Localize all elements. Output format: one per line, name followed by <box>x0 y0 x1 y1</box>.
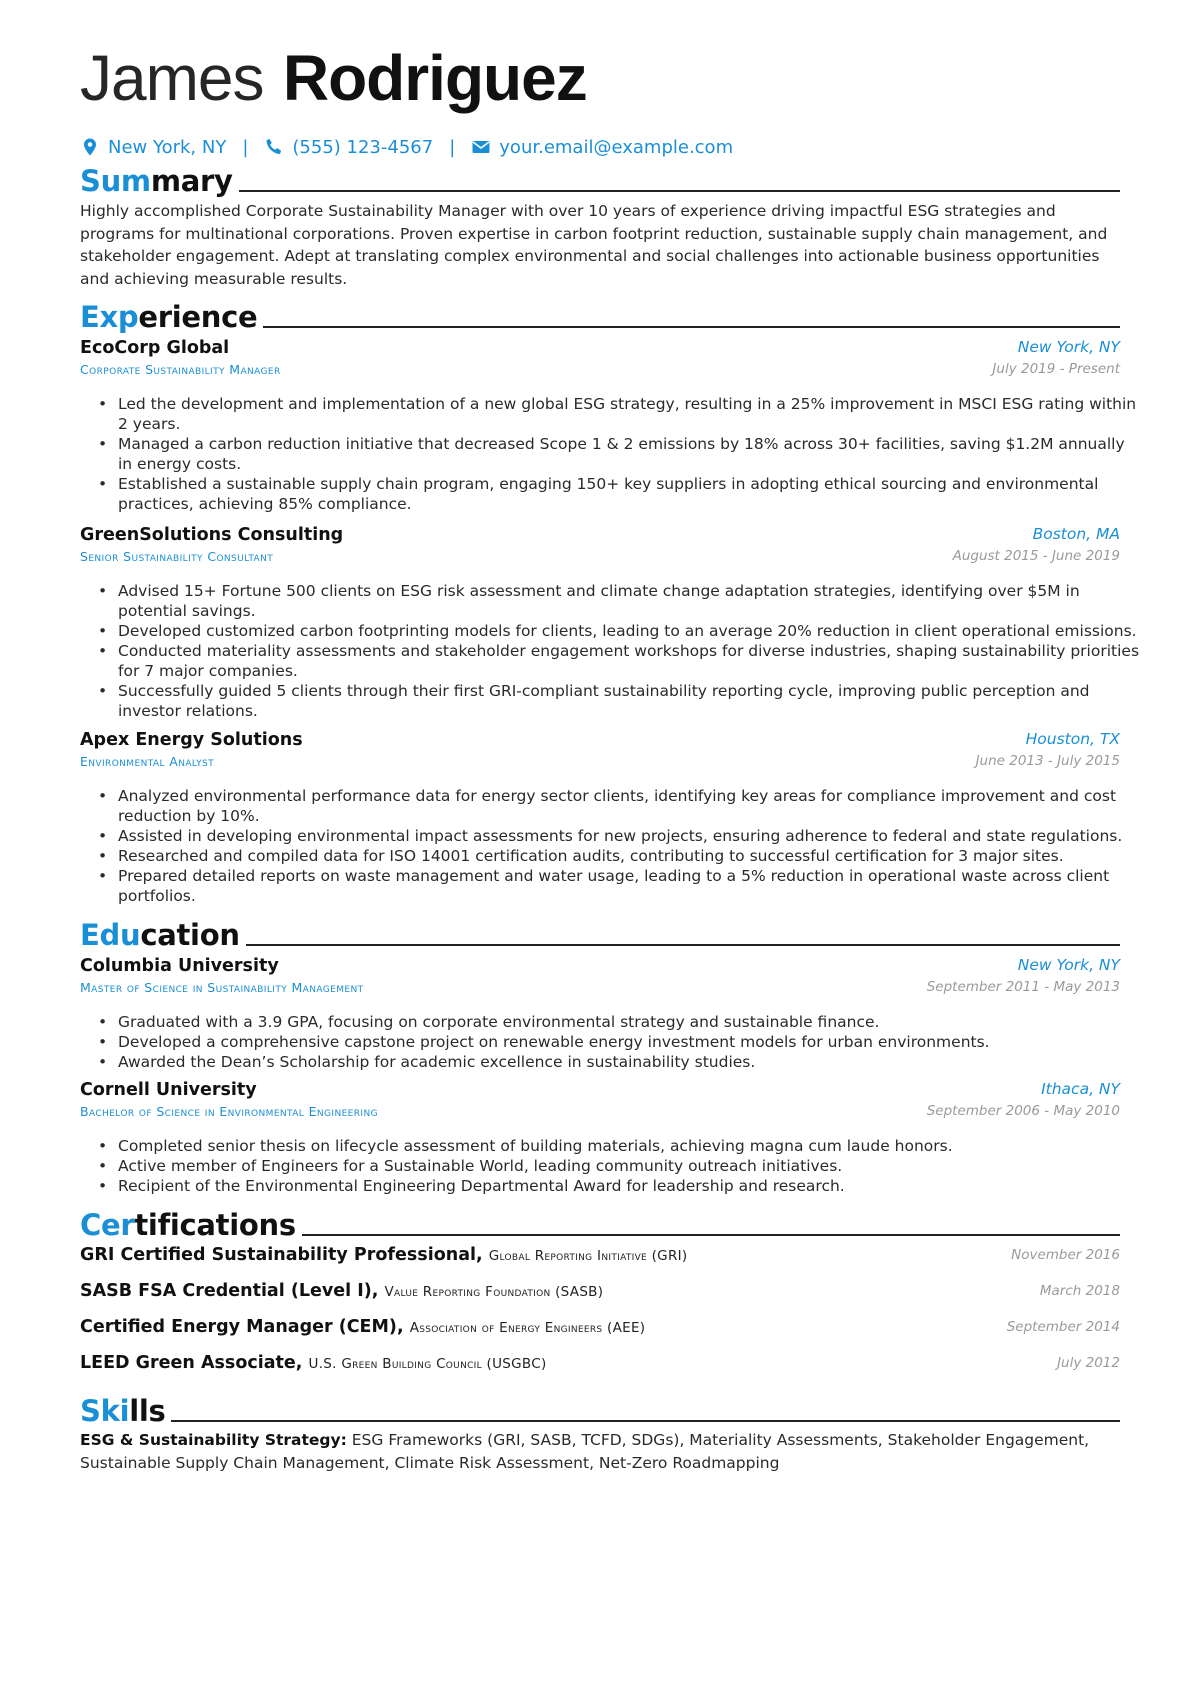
job-location: Houston, TX <box>1025 730 1120 748</box>
heading-rest: cation <box>140 918 240 952</box>
job-company: Apex Energy Solutions <box>80 730 303 750</box>
phone-text: (555) 123-4567 <box>292 136 434 158</box>
job-location: Boston, MA <box>1032 525 1120 543</box>
contact-line <box>80 133 733 161</box>
bullet-item: • Developed a comprehensive capstone project on renewable energy investment models for urban environments. <box>118 1032 1140 1052</box>
bullet-item: • Advised 15+ Fortune 500 clients on ESG risk assessment and climate change adaptation strategies, identifying over $5M in potential savings. <box>118 581 1140 621</box>
job-title: Corporate Sustainability Manager <box>80 362 281 377</box>
bullet-item: • Active member of Engineers for a Sustainable World, leading community outreach initiatives. <box>118 1156 1140 1176</box>
bullet-item: • Awarded the Dean’s Scholarship for academic excellence in sustainability studies. <box>118 1052 1140 1072</box>
skills-text <box>80 1429 1120 1474</box>
location-text: New York, NY <box>108 136 227 158</box>
contact-separator: | <box>449 136 456 158</box>
section-rule <box>302 1234 1120 1236</box>
bullet-item: • Developed customized carbon footprinting models for clients, leading to an average 20% reduction in client operational emissions. <box>118 621 1140 641</box>
certification-name: LEED Green Associate <box>80 1353 296 1373</box>
heading-accent: Cer <box>80 1208 135 1242</box>
certification-date: September 2014 <box>1006 1319 1120 1335</box>
certification-issuer: Global Reporting Initiative (GRI) <box>488 1248 688 1264</box>
job-title: Senior Sustainability Consultant <box>80 549 274 564</box>
bullet-item: • Completed senior thesis on lifecycle assessment of building materials, achieving magna cum laude honors. <box>118 1136 1140 1156</box>
job-bullets <box>98 394 1140 514</box>
certification-item: LEED Green Associate, U.S. Green Building Council (USGBC) July 2012 <box>80 1353 1120 1373</box>
education-heading <box>80 912 1120 952</box>
certification-name: GRI Certified Sustainability Professional <box>80 1245 476 1265</box>
contact-separator: | <box>242 136 249 158</box>
certifications-heading <box>80 1202 1120 1242</box>
bullet-item: • Researched and compiled data for ISO 14001 certification audits, contributing to successful certification for 3 major sites. <box>118 846 1140 866</box>
job-location: New York, NY <box>1017 338 1120 356</box>
certification-date: November 2016 <box>1011 1247 1120 1263</box>
map-pin-icon <box>80 137 100 157</box>
school-dates: September 2006 - May 2010 <box>926 1103 1120 1119</box>
section-rule <box>246 944 1120 946</box>
certification-date: March 2018 <box>1039 1283 1120 1299</box>
phone-icon <box>264 137 284 157</box>
certification-issuer: Value Reporting Foundation (SASB) <box>384 1284 604 1300</box>
summary-heading <box>80 158 1120 198</box>
bullet-item: • Successfully guided 5 clients through their first GRI-compliant sustainability reporting cycle, improving public perception and investor relations. <box>118 681 1140 721</box>
bullet-item: • Assisted in developing environmental impact assessments for new projects, ensuring adherence to federal and state regulations. <box>118 826 1140 846</box>
certification-name: Certified Energy Manager (CEM) <box>80 1317 397 1337</box>
bullet-item: • Conducted materiality assessments and stakeholder engagement workshops for diverse industries, shaping sustainability priorities for 7 major companies. <box>118 641 1140 681</box>
heading-rest: mary <box>150 164 233 198</box>
bullet-item: • Graduated with a 3.9 GPA, focusing on corporate environmental strategy and sustainable finance. <box>118 1012 1140 1032</box>
job-dates: August 2015 - June 2019 <box>952 548 1120 564</box>
certification-date: July 2012 <box>1057 1355 1120 1371</box>
section-rule <box>263 326 1120 328</box>
experience-heading <box>80 294 1120 334</box>
degree-title: Master of Science in Sustainability Management <box>80 980 364 995</box>
heading-accent: Sum <box>80 164 151 198</box>
degree-title: Bachelor of Science in Environmental Engineering <box>80 1104 378 1119</box>
school-name: Cornell University <box>80 1080 257 1100</box>
school-name: Columbia University <box>80 956 279 976</box>
school-dates: September 2011 - May 2013 <box>926 979 1120 995</box>
job-bullets <box>98 581 1140 721</box>
bullet-item: • Analyzed environmental performance data for energy sector clients, identifying key areas for compliance improvement and cost reduction by 10%. <box>118 786 1140 826</box>
job-company: EcoCorp Global <box>80 338 230 358</box>
skill-category: ESG & Sustainability Strategy: <box>80 1431 347 1449</box>
heading-rest: lls <box>129 1394 166 1428</box>
job-title: Environmental Analyst <box>80 754 215 769</box>
skill-list: ESG Frameworks (GRI, SASB, TCFD, SDGs), Materiality Assessments, Stakeholder Engagement, Sustainable Supply Chain Management, Climate Risk Assessment, Net-Zero Roadmapping <box>80 1431 1090 1472</box>
job-bullets <box>98 786 1140 906</box>
school-bullets <box>98 1136 1140 1196</box>
contact-email[interactable] <box>471 137 733 158</box>
school-location: Ithaca, NY <box>1041 1080 1120 1098</box>
section-rule <box>239 190 1120 192</box>
contact-location <box>80 137 226 158</box>
certification-name: SASB FSA Credential (Level I) <box>80 1281 372 1301</box>
skills-heading <box>80 1388 1120 1428</box>
first-name: James <box>80 42 264 114</box>
certification-item: Certified Energy Manager (CEM), Association of Energy Engineers (AEE) September 2014 <box>80 1317 1120 1337</box>
heading-rest: tifications <box>134 1208 296 1242</box>
job-dates: June 2013 - July 2015 <box>975 753 1120 769</box>
heading-accent: Ski <box>80 1394 130 1428</box>
certification-item: SASB FSA Credential (Level I), Value Reporting Foundation (SASB) March 2018 <box>80 1281 1120 1301</box>
bullet-item: • Managed a carbon reduction initiative that decreased Scope 1 & 2 emissions by 18% across 30+ facilities, saving $1.2M annually in energy costs. <box>118 434 1140 474</box>
section-rule <box>171 1420 1120 1422</box>
email-link: your.email@example.com <box>499 136 734 158</box>
heading-accent: Edu <box>80 918 141 952</box>
job-dates: July 2019 - Present <box>992 361 1120 377</box>
school-bullets <box>98 1012 1140 1072</box>
certification-issuer: Association of Energy Engineers (AEE) <box>409 1320 646 1336</box>
certification-item: GRI Certified Sustainability Professional, Global Reporting Initiative (GRI) November 2016 <box>80 1245 1120 1265</box>
school-location: New York, NY <box>1017 956 1120 974</box>
summary-text: Highly accomplished Corporate Sustainability Manager with over 10 years of experience driving impactful ESG strategies and programs for multinational corporations. Proven expertise in carbon footprint reduction, sustainable supply chain management, and stakeholder engagement. Adept at translating complex environmental and social challenges into actionable business opportunities and achieving measurable results. <box>80 202 1108 288</box>
last-name: Rodriguez <box>282 42 587 114</box>
heading-rest: erience <box>138 300 258 334</box>
bullet-item: • Prepared detailed reports on waste management and water usage, leading to a 5% reduction in operational waste across client portfolios. <box>118 866 1140 906</box>
envelope-icon <box>471 137 491 157</box>
job-company: GreenSolutions Consulting <box>80 525 344 545</box>
contact-phone[interactable] <box>264 137 433 158</box>
bullet-item: • Led the development and implementation of a new global ESG strategy, resulting in a 25% improvement in MSCI ESG rating within 2 years. <box>118 394 1140 434</box>
certification-issuer: U.S. Green Building Council (USGBC) <box>308 1356 547 1372</box>
bullet-item: • Recipient of the Environmental Engineering Departmental Award for leadership and research. <box>118 1176 1140 1196</box>
candidate-name <box>80 38 587 119</box>
heading-accent: Exp <box>80 300 139 334</box>
bullet-item: • Established a sustainable supply chain program, engaging 150+ key suppliers in adopting ethical sourcing and environmental practices, achieving 85% compliance. <box>118 474 1140 514</box>
